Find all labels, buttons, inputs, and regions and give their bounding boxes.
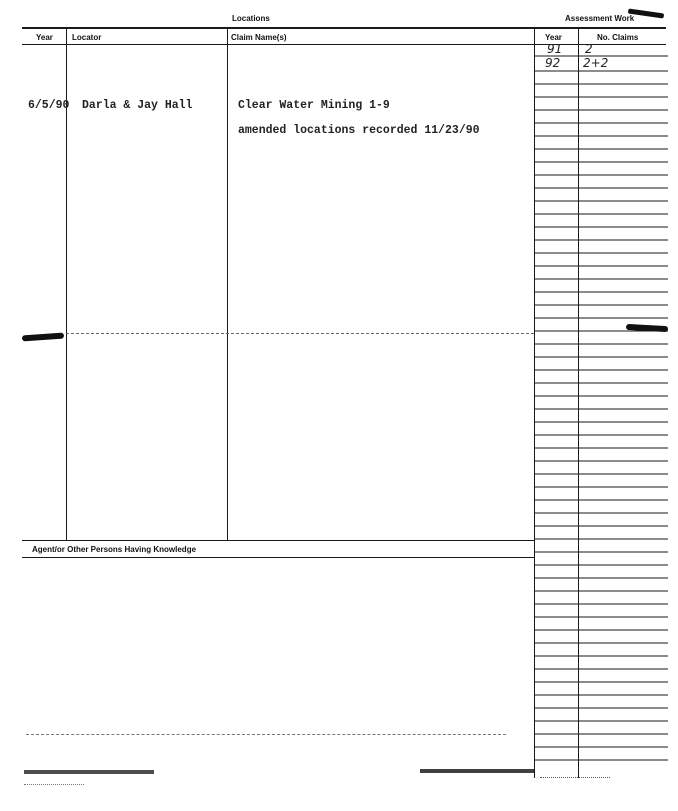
- col-aw-claims-header: No. Claims: [597, 33, 639, 42]
- col-aw-year-header: Year: [545, 33, 562, 42]
- header-top-border: [22, 27, 666, 29]
- scan-noise-line-2: [24, 784, 84, 785]
- scan-noise-bar-left: [24, 770, 154, 774]
- aw-row-2-year: 92: [545, 56, 561, 70]
- assessment-ruled-lines: [534, 44, 668, 780]
- aw-row-1-year: 91: [547, 42, 563, 56]
- ink-smudge-left: [22, 333, 64, 342]
- assessment-work-title: Assessment Work: [565, 14, 635, 23]
- aw-row-2-claims: 2+2: [583, 56, 609, 70]
- scan-noise-line-3: [540, 777, 610, 778]
- agent-label: Agent/or Other Persons Having Knowledge: [32, 545, 197, 554]
- entry-claim-name: Clear Water Mining 1-9: [238, 99, 390, 112]
- entry-year: 6/5/90: [28, 99, 70, 112]
- locations-bottom-border: [22, 540, 534, 541]
- locations-title: Locations: [232, 14, 270, 23]
- mid-dashed-line: [66, 333, 534, 334]
- aw-row-1-claims: 2: [585, 42, 593, 56]
- agent-label-underline: [22, 557, 534, 558]
- scan-noise-bar-right: [420, 769, 535, 773]
- entry-note: amended locations recorded 11/23/90: [238, 124, 480, 137]
- entry-locator: Darla & Jay Hall: [82, 99, 193, 112]
- col-year-header: Year: [36, 33, 53, 42]
- col-locator-header: Locator: [72, 33, 102, 42]
- scan-noise-line-1: [26, 734, 506, 735]
- col-claim-names-header: Claim Name(s): [231, 33, 287, 42]
- divider-locator-claims: [227, 27, 228, 541]
